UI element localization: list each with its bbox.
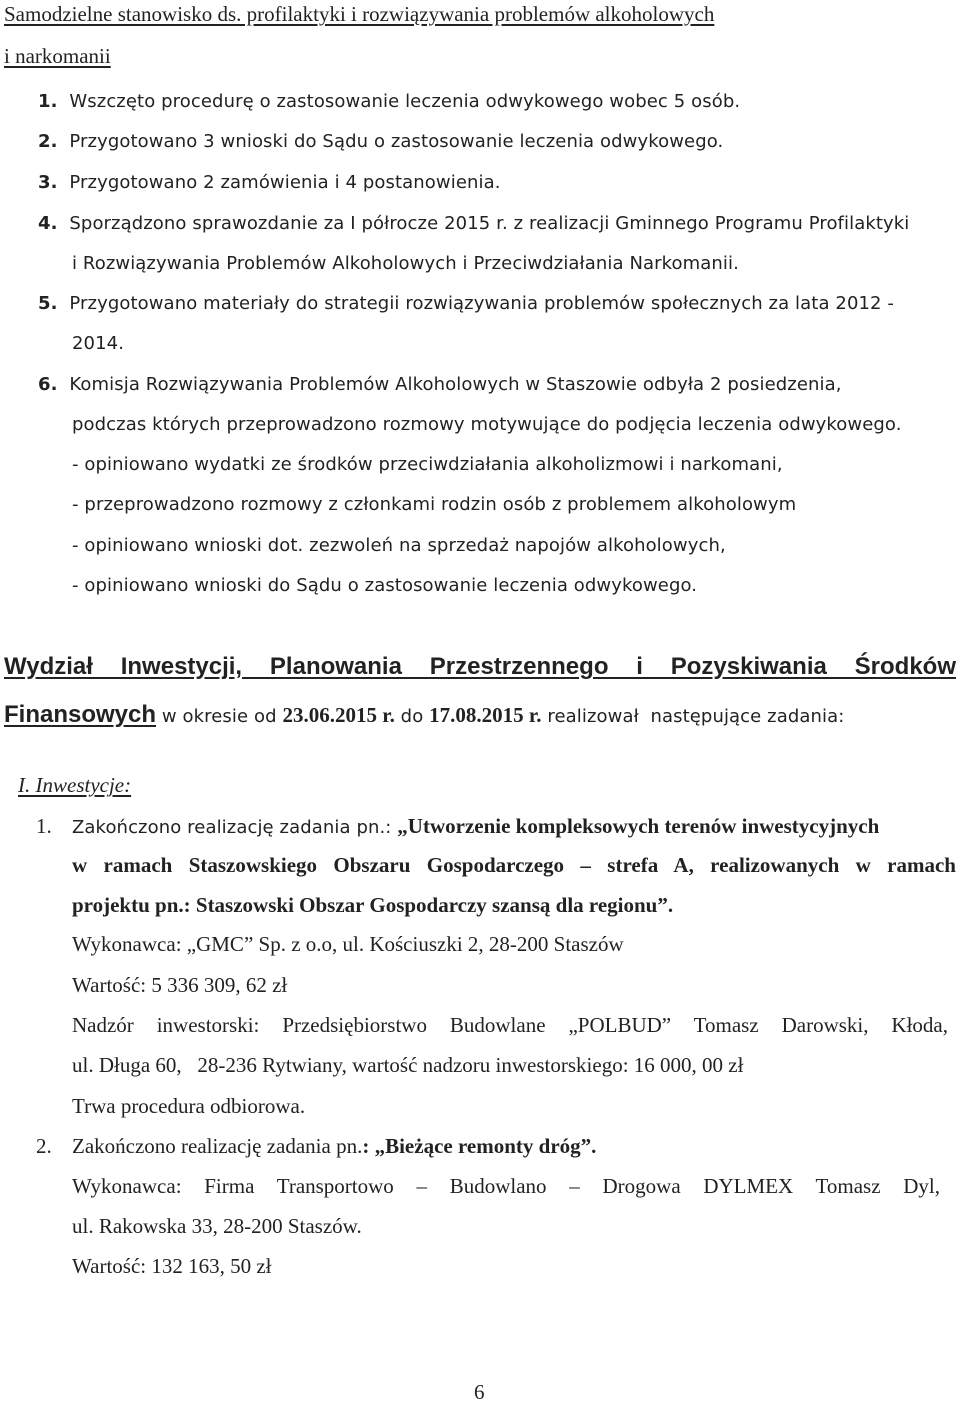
task-value: Wartość: 132 163, 50 zł (72, 1254, 272, 1278)
task-value: Wartość: 5 336 309, 62 zł (72, 973, 288, 997)
task-item (36, 1134, 596, 1158)
list-text: Przygotowano materiały do strategii rozwiązywania problemów społecznych za lata 2012 - (69, 293, 895, 314)
date-to: 17.08.2015 r. (429, 703, 542, 727)
section-title-line2: i narkomanii (4, 44, 111, 68)
list-item (38, 212, 909, 236)
task-supervision-continuation: ul. Długa 60, 28-236 Rytwiany, wartość nadzoru inwestorskiego: 16 000, 00 zł (72, 1053, 744, 1077)
task-number: 2. (36, 1134, 52, 1158)
list-text: Przygotowano 3 wnioski do Sądu o zastosowanie leczenia odwykowego. (69, 131, 724, 152)
list-text-continuation: i Rozwiązywania Problemów Alkoholowych i Przeciwdziałania Narkomanii. (72, 253, 739, 274)
list-item (38, 90, 740, 114)
list-number: 1. (38, 91, 58, 112)
list-number: 6. (38, 374, 58, 395)
task-contractor: Wykonawca: Firma Transportowo – Budowlano – Drogowa DYLMEX Tomasz Dyl, (72, 1174, 940, 1198)
task-supervision: Nadzór inwestorski: Przedsiębiorstwo Budowlane „POLBUD” Tomasz Darowski, Kłoda, (72, 1013, 948, 1037)
task-number: 1. (36, 814, 52, 838)
task-title: „Utworzenie kompleksowych terenów inwestycyjnych (397, 814, 880, 838)
list-item (38, 130, 723, 154)
task-title: : „Bieżące remonty dróg”. (362, 1134, 597, 1158)
list-text: Komisja Rozwiązywania Problemów Alkoholowych w Staszowie odbyła 2 posiedzenia, (69, 374, 842, 395)
section-title-line1: Samodzielne stanowisko ds. profilaktyki i rozwiązywania problemów alkoholowych (4, 2, 715, 26)
subheading-investments: I. Inwestycje: (18, 773, 132, 797)
bullet-item: - opiniowano wydatki ze środków przeciwdziałania alkoholizmowi i narkomani, (72, 454, 783, 475)
list-text: Sporządzono sprawozdanie za I półrocze 2015 r. z realizacji Gminnego Programu Profilaktyki (69, 213, 910, 234)
task-lead: Zakończono realizację zadania pn. (72, 1134, 363, 1158)
list-item (38, 292, 956, 316)
list-number: 5. (38, 293, 58, 314)
department-heading-line1: Wydział Inwestycji, Planowania Przestrzennego i Pozyskiwania Środków (4, 653, 956, 680)
task-title-continuation: projektu pn.: Staszowski Obszar Gospodarczy szansą dla regionu”. (72, 893, 674, 917)
intro-text: do (394, 706, 430, 727)
task-contractor: Wykonawca: „GMC” Sp. z o.o, ul. Kościuszki 2, 28-200 Staszów (72, 932, 624, 956)
list-item (38, 373, 842, 397)
bullet-item: - opiniowano wnioski dot. zezwoleń na sprzedaż napojów alkoholowych, (72, 535, 726, 556)
bullet-item: - przeprowadzono rozmowy z członkami rodzin osób z problemem alkoholowym (72, 494, 797, 515)
list-text-continuation: 2014. (72, 333, 125, 354)
task-lead: Zakończono realizację zadania pn.: (72, 817, 398, 838)
list-text-continuation: podczas których przeprowadzono rozmowy motywujące do podjęcia leczenia odwykowego. (72, 414, 902, 435)
task-contractor-continuation: ul. Rakowska 33, 28-200 Staszów. (72, 1214, 362, 1238)
list-number: 3. (38, 172, 58, 193)
bullet-item: - opiniowano wnioski do Sądu o zastosowanie leczenia odwykowego. (72, 575, 698, 596)
date-from: 23.06.2015 r. (282, 703, 395, 727)
list-text: Przygotowano 2 zamówienia i 4 postanowienia. (69, 172, 501, 193)
department-heading-line2 (4, 700, 844, 732)
list-text: Wszczęto procedurę o zastosowanie leczenia odwykowego wobec 5 osób. (69, 91, 741, 112)
task-status: Trwa procedura odbiorowa. (72, 1094, 306, 1118)
list-item (38, 171, 501, 195)
intro-text: realizował następujące zadania: (541, 706, 845, 727)
list-number: 4. (38, 213, 58, 234)
page-number: 6 (474, 1380, 485, 1404)
intro-text: w okresie od (156, 706, 283, 727)
list-number: 2. (38, 131, 58, 152)
task-title-continuation: w ramach Staszowskiego Obszaru Gospodarczego – strefa A, realizowanych w ramach (72, 853, 956, 877)
task-item (36, 814, 879, 840)
department-heading-word: Finansowych (4, 701, 157, 728)
